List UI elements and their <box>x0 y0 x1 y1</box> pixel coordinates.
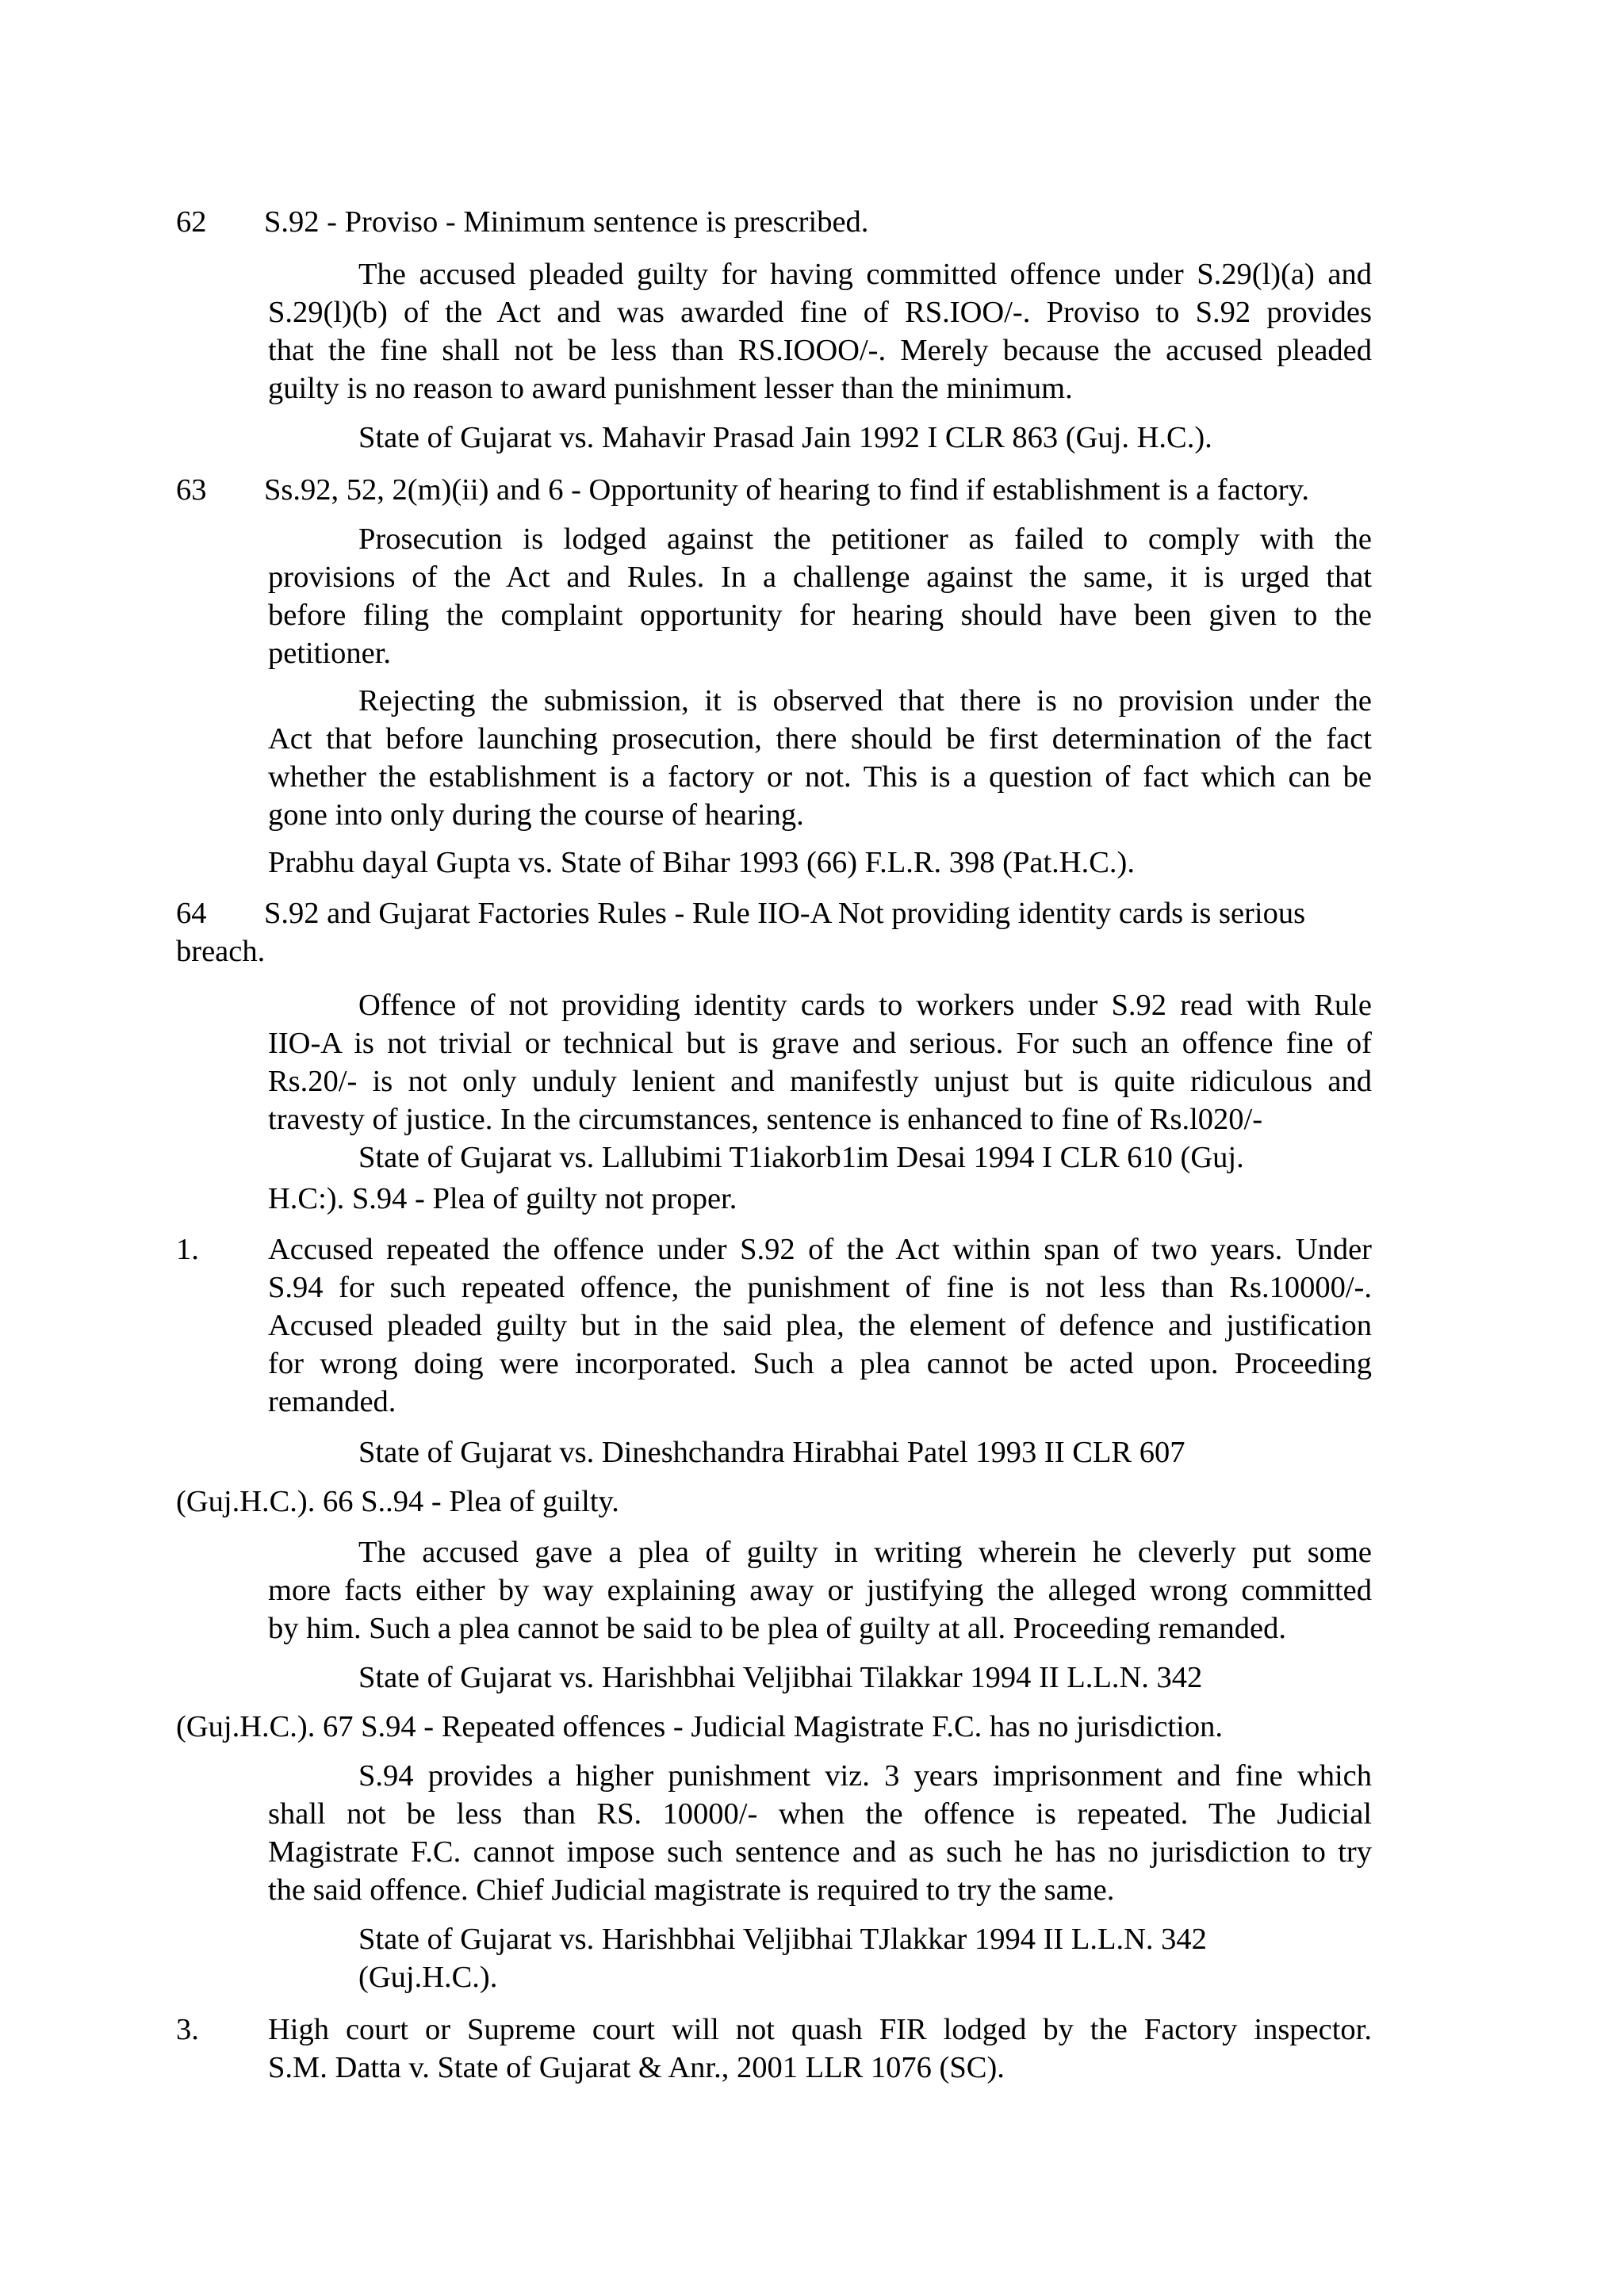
entry-heading: breach. <box>176 935 266 968</box>
paragraph-line: Offence of not providing identity cards to workers under S.92 read with Rule <box>358 989 1372 1022</box>
paragraph-line: S.29(l)(b) of the Act and was awarded fine of RS.IOO/-. Proviso to S.92 provides <box>268 296 1372 329</box>
case-citation: S.M. Datta v. State of Gujarat & Anr., 2001 LLR 1076 (SC). <box>268 2051 1005 2084</box>
case-citation: State of Gujarat vs. Mahavir Prasad Jain 1992 I CLR 863 (Guj. H.C.). <box>358 421 1212 454</box>
paragraph-line: whether the establishment is a factory or not. This is a question of fact which can be <box>268 760 1372 794</box>
paragraph-line: High court or Supreme court will not quash FIR lodged by the Factory inspector. <box>268 2013 1372 2046</box>
paragraph-line: remanded. <box>268 1385 396 1418</box>
paragraph-line: The accused pleaded guilty for having committed offence under S.29(l)(a) and <box>358 258 1372 291</box>
paragraph-line: provisions of the Act and Rules. In a challenge against the same, it is urged that <box>268 561 1372 594</box>
paragraph-line: that the fine shall not be less than RS.IOOO/-. Merely because the accused pleaded <box>268 334 1372 367</box>
entry-number: 64 <box>176 897 207 930</box>
paragraph-line: guilty is no reason to award punishment lesser than the minimum. <box>268 372 1073 405</box>
paragraph-line: the said offence. Chief Judicial magistrate is required to try the same. <box>268 1873 1115 1907</box>
paragraph-line: S.94 provides a higher punishment viz. 3 years imprisonment and fine which <box>358 1759 1372 1793</box>
paragraph-line: Accused pleaded guilty but in the said plea, the element of defence and justification <box>268 1309 1372 1342</box>
entry-number: 62 <box>176 205 207 239</box>
paragraph-line: by him. Such a plea cannot be said to be plea of guilty at all. Proceeding remanded. <box>268 1612 1287 1645</box>
entry-number: 3. <box>176 2013 199 2046</box>
paragraph-line: gone into only during the course of hearing. <box>268 798 804 832</box>
paragraph-line: The accused gave a plea of guilty in writing wherein he cleverly put some <box>358 1536 1372 1569</box>
paragraph-line: before filing the complaint opportunity for hearing should have been given to the <box>268 599 1372 632</box>
case-citation: State of Gujarat vs. Lallubimi T1iakorb1im Desai 1994 I CLR 610 (Guj. <box>358 1141 1244 1174</box>
paragraph-line: more facts either by way explaining away or justifying the alleged wrong committed <box>268 1574 1372 1607</box>
case-citation: State of Gujarat vs. Harishbhai Veljibhai Tilakkar 1994 II L.L.N. 342 <box>358 1661 1203 1694</box>
entry-heading: S.92 and Gujarat Factories Rules - Rule IIO-A Not providing identity cards is serious <box>264 897 1306 930</box>
entry-number: 63 <box>176 473 207 507</box>
case-citation: Prabhu dayal Gupta vs. State of Bihar 1993 (66) F.L.R. 398 (Pat.H.C.). <box>268 846 1135 879</box>
paragraph-line: S.94 for such repeated offence, the punishment of fine is not less than Rs.10000/-. <box>268 1271 1372 1304</box>
paragraph-line: IIO-A is not trivial or technical but is grave and serious. For such an offence fine of <box>268 1027 1372 1060</box>
case-citation: H.C:). S.94 - Plea of guilty not proper. <box>268 1182 737 1215</box>
paragraph-line: Accused repeated the offence under S.92 of the Act within span of two years. Under <box>268 1233 1372 1266</box>
entry-heading: Ss.92, 52, 2(m)(ii) and 6 - Opportunity of hearing to find if establishment is a factory. <box>264 473 1310 507</box>
paragraph-line: Rs.20/- is not only unduly lenient and manifestly unjust but is quite ridiculous and <box>268 1065 1372 1098</box>
paragraph-line: Rejecting the submission, it is observed that there is no provision under the <box>358 684 1372 718</box>
entry-heading: S.92 - Proviso - Minimum sentence is prescribed. <box>264 205 869 239</box>
paragraph-line: Act that before launching prosecution, there should be first determination of the fact <box>268 722 1372 756</box>
paragraph-line: travesty of justice. In the circumstances, sentence is enhanced to fine of Rs.l020/- <box>268 1103 1263 1136</box>
case-citation: State of Gujarat vs. Harishbhai Veljibhai TJlakkar 1994 II L.L.N. 342 <box>358 1923 1207 1956</box>
paragraph-line: Magistrate F.C. cannot impose such sentence and as such he has no jurisdiction to try <box>268 1835 1372 1869</box>
paragraph-line: for wrong doing were incorporated. Such a plea cannot be acted upon. Proceeding <box>268 1347 1372 1380</box>
paragraph-line: shall not be less than RS. 10000/- when the offence is repeated. The Judicial <box>268 1797 1372 1831</box>
paragraph-line: Prosecution is lodged against the petitioner as failed to comply with the <box>358 522 1372 556</box>
case-citation: (Guj.H.C.). <box>358 1961 498 1994</box>
paragraph-line: petitioner. <box>268 637 392 670</box>
case-citation: (Guj.H.C.). 66 S..94 - Plea of guilty. <box>176 1485 619 1518</box>
entry-number: 1. <box>176 1233 199 1266</box>
case-citation: State of Gujarat vs. Dineshchandra Hirabhai Patel 1993 II CLR 607 <box>358 1436 1185 1469</box>
case-citation: (Guj.H.C.). 67 S.94 - Repeated offences - Judicial Magistrate F.C. has no jurisdiction. <box>176 1710 1223 1743</box>
